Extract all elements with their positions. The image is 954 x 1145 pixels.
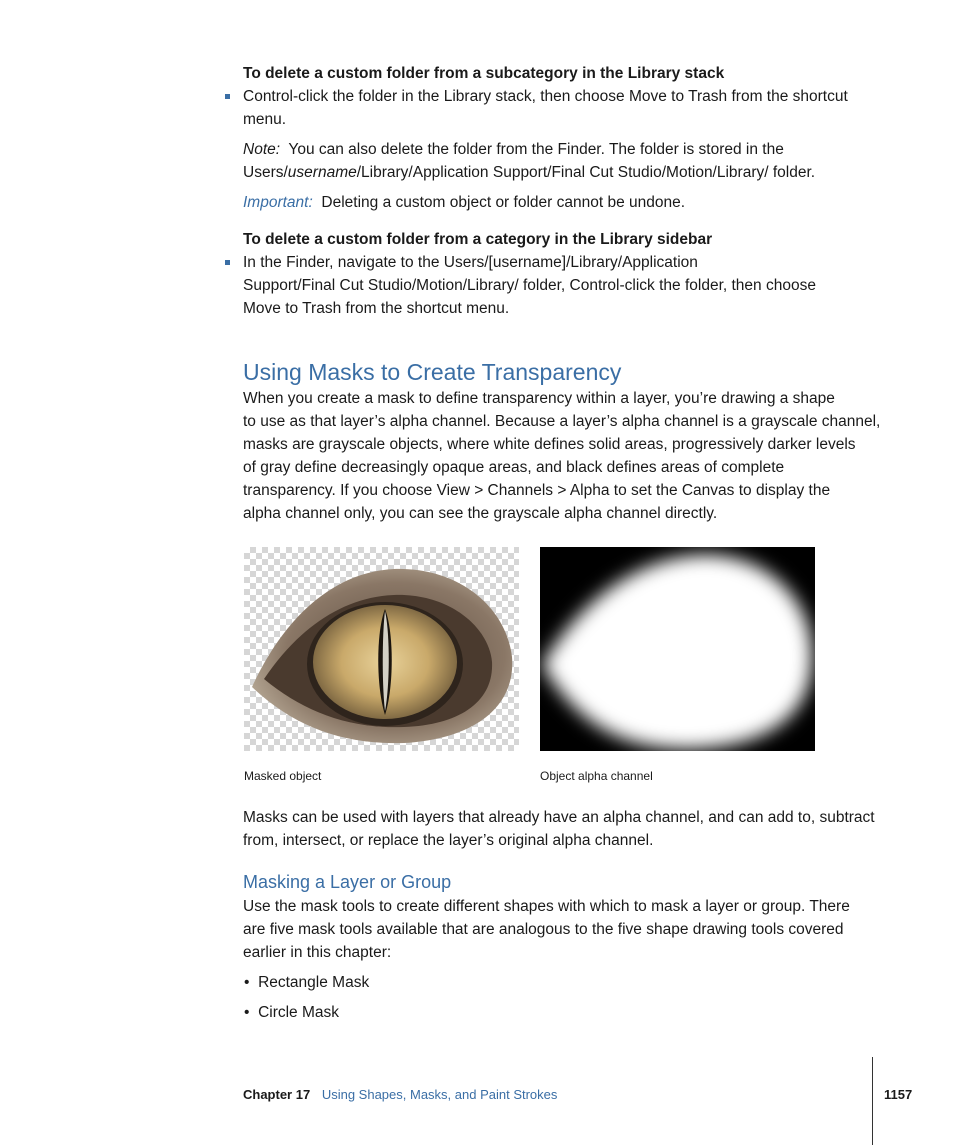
bullet-text: Control-click the folder in the Library stack, then choose Move to Trash from the shortcut menu.: [243, 88, 848, 128]
intro-line: to use as that layer’s alpha channel. Because a layer’s alpha channel is a grayscale channel,: [243, 413, 881, 430]
bullet-line: In the Finder, navigate to the Users/[username]/Library/Application: [243, 254, 698, 271]
note-line-2: [243, 161, 815, 184]
note-path-username: username: [287, 164, 357, 181]
important-line: [243, 191, 685, 214]
masking-layer-body: [243, 895, 850, 964]
footer-divider: [872, 1057, 873, 1145]
body-line: Use the mask tools to create different shapes with which to mask a layer or group. There: [243, 898, 850, 915]
eye-illustration: [244, 547, 519, 751]
masked-object-image: [244, 547, 519, 751]
footer-chapter-number: Chapter 17: [243, 1087, 311, 1102]
intro-line: masks are grayscale objects, where white defines solid areas, progressively darker levels: [243, 436, 856, 453]
important-text: Deleting a custom object or folder cannot be undone.: [321, 194, 686, 211]
masks-intro: [243, 387, 880, 525]
bullet-marker: [225, 260, 230, 265]
note-line-1: [243, 138, 784, 161]
intro-line: alpha channel only, you can see the grayscale alpha channel directly.: [243, 505, 718, 522]
body-line: are five mask tools available that are analogous to the five shape drawing tools covered: [243, 921, 844, 938]
masks-section-title: Using Masks to Create Transparency: [243, 359, 622, 385]
body-line: earlier in this chapter:: [243, 944, 392, 961]
caption-alpha-channel: Object alpha channel: [540, 769, 653, 783]
note-text-1: You can also delete the folder from the Finder. The folder is stored in the: [288, 141, 784, 158]
masks-after-text: [243, 806, 875, 852]
list-dot: •: [244, 974, 250, 991]
alpha-channel-image: [540, 547, 815, 751]
section-heading-sidebar: To delete a custom folder from a category in the Library sidebar: [243, 231, 713, 248]
important-label: Important:: [243, 194, 313, 211]
bullet-line: Move to Trash from the shortcut menu.: [243, 300, 510, 317]
masking-layer-title: Masking a Layer or Group: [243, 872, 452, 892]
after-line: from, intersect, or replace the layer’s original alpha channel.: [243, 832, 654, 849]
after-line: Masks can be used with layers that already have an alpha channel, and can add to, subtract: [243, 809, 875, 826]
footer-chapter: [243, 1087, 557, 1102]
note-label: Note:: [243, 141, 281, 158]
list-item-label: Circle Mask: [258, 1004, 340, 1021]
intro-line: transparency. If you choose View > Channels > Alpha to set the Canvas to display the: [243, 482, 831, 499]
intro-line: of gray define decreasingly opaque areas, and black defines areas of complete: [243, 459, 785, 476]
footer-chapter-title: Using Shapes, Masks, and Paint Strokes: [321, 1087, 558, 1102]
bullet-marker: [225, 94, 230, 99]
note-path-a: Users/: [243, 164, 288, 181]
bullet-line: Support/Final Cut Studio/Motion/Library/ folder, Control-click the folder, then choose: [243, 277, 816, 294]
list-item: [244, 1001, 339, 1024]
list-item: [244, 971, 369, 994]
list-item-label: Rectangle Mask: [258, 974, 370, 991]
caption-masked-object: Masked object: [244, 769, 322, 783]
page-number: 1157: [884, 1087, 913, 1102]
section-heading-subcategory: To delete a custom folder from a subcategory in the Library stack: [243, 65, 725, 82]
note-path-c: /Library/Application Support/Final Cut Studio/Motion/Library/ folder.: [356, 164, 816, 181]
intro-line: When you create a mask to define transparency within a layer, you’re drawing a shape: [243, 390, 835, 407]
alpha-mask-shape: [540, 547, 815, 751]
list-dot: •: [244, 1004, 250, 1021]
